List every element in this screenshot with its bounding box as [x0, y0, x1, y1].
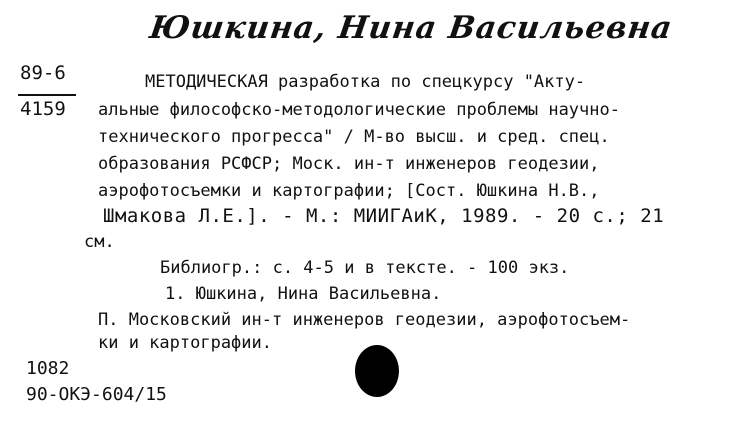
body-line-10: П. Московский ин-т инженеров геодезии, аэрофотосъем-	[98, 310, 631, 330]
punch-hole	[355, 345, 399, 397]
handwritten-author-name: Юшкина, Нина Васильевна	[147, 10, 675, 46]
body-line-5: аэрофотосъемки и картографии; [Сост. Юшкина Н.В.,	[98, 181, 600, 201]
card-number: 1082	[26, 358, 70, 379]
shelfmark-top: 89-6	[20, 62, 66, 84]
body-line-2: альные философско-методологические проблемы научно-	[98, 100, 620, 120]
body-line-4: образования РСФСР; Моск. ин-т инженеров геодезии,	[98, 154, 600, 174]
body-line-1: МЕТОДИЧЕСКАЯ разработка по спецкурсу "Акту-	[145, 72, 586, 92]
body-line-3: технического прогресса" / М-во высш. и сред. спец.	[98, 127, 610, 147]
body-line-8: Библиогр.: с. 4-5 и в тексте. - 100 экз.	[160, 258, 570, 278]
card-reference-code: 90-ОКЭ-604/15	[26, 384, 167, 405]
body-line-6: Шмакова Л.Е.]. - М.: МИИГАиК, 1989. - 20 с.; 21	[103, 205, 665, 227]
body-line-7: см.	[84, 232, 115, 252]
body-line-9: 1. Юшкина, Нина Васильевна.	[165, 284, 442, 304]
body-line-11: ки и картографии.	[98, 333, 272, 353]
shelfmark-divider	[18, 94, 76, 96]
shelfmark-bottom: 4159	[20, 98, 66, 120]
